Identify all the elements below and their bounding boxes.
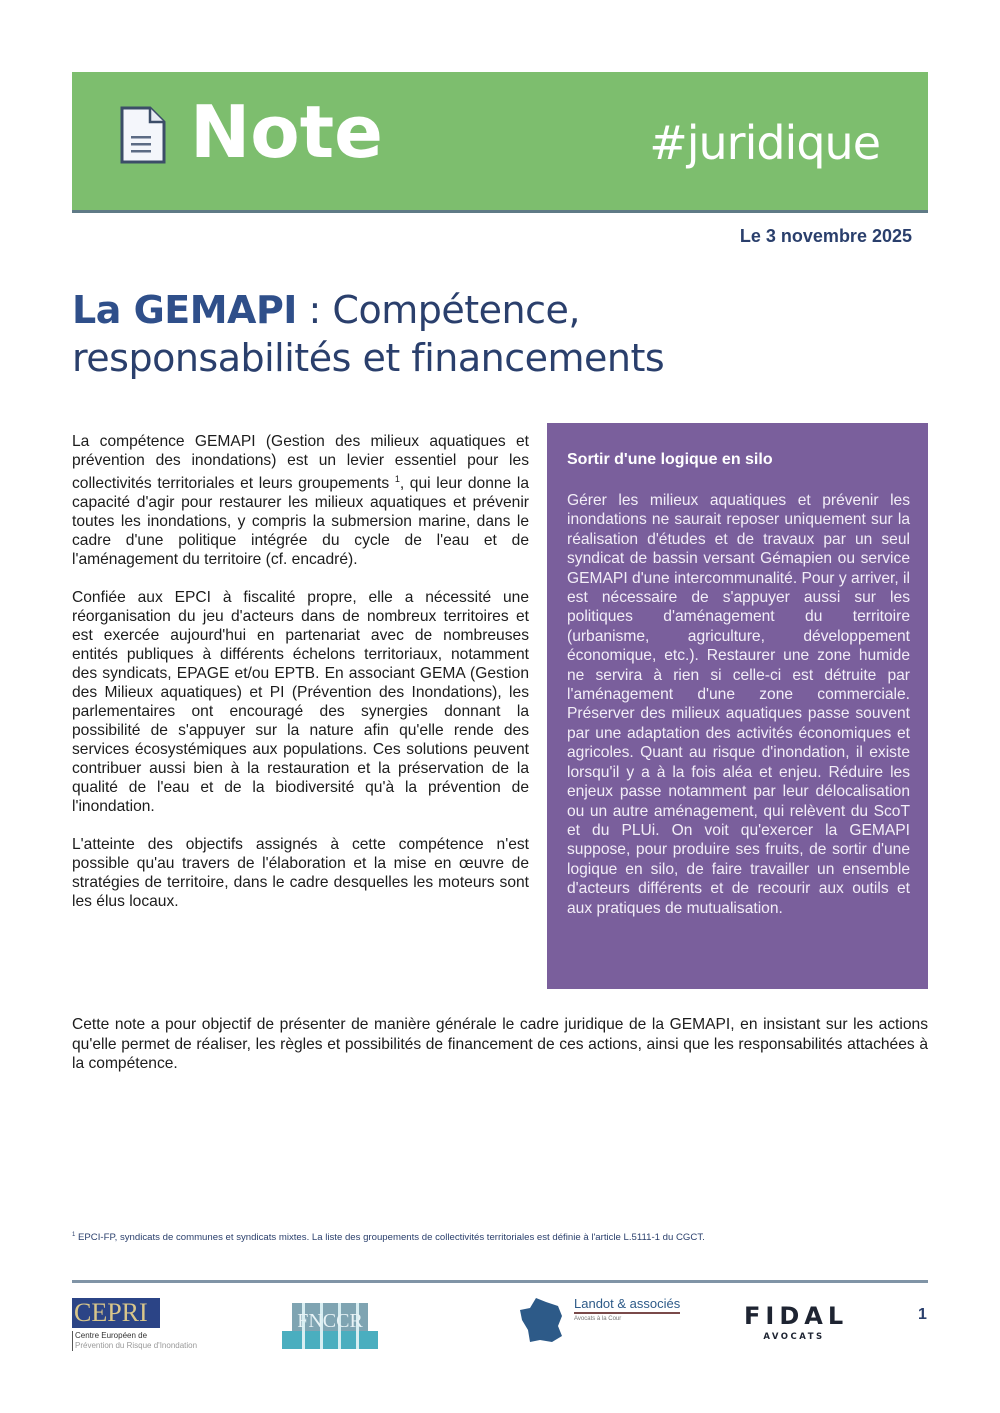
title-strong: La GEMAPI — [72, 288, 297, 332]
paragraph-objectives: L'atteinte des objectifs assignés à cette compétence n'est possible qu'au travers de l'élaboration et la mise en œuvre de stratégies de territoire, dans le cadre desquelles les moteurs sont les élus locaux. — [72, 836, 529, 911]
landot-logo — [518, 1296, 680, 1346]
document-icon — [120, 106, 166, 164]
document-date: Le 3 novembre 2025 — [739, 226, 912, 246]
cepri-logo — [72, 1298, 197, 1351]
header-banner — [72, 72, 928, 213]
fnccr-logo — [282, 1303, 378, 1349]
paragraph-intro-b: , qui leur donne la capacité d'agir pour restaurer les milieux aquatiques et prévenir toutes les inondations, y compris la submersion marine, dans le cadre d'une politique intégrée du cycle de l'eau et de l'aménagement du territoire (cf. encadré). — [72, 475, 529, 569]
footnote-number: 1 — [72, 1232, 76, 1238]
title-rest: : Compétence, responsabilités et financements — [72, 288, 665, 380]
footnote — [72, 1232, 932, 1243]
footer-divider — [72, 1280, 928, 1283]
fidal-logo — [744, 1302, 849, 1342]
sidebar-box-title: Sortir d'une logique en silo — [567, 451, 773, 468]
landot-wordmark: Landot & associés — [574, 1296, 680, 1314]
page-number: 1 — [918, 1306, 927, 1323]
summary-paragraph: Cette note a pour objectif de présenter de manière générale le cadre juridique de la GEMAPI, en insistant sur les actions qu'elle permet de réaliser, les règles et possibilités de financement de ces actions, ainsi que les responsabilités attachées à la compétence. — [72, 1016, 928, 1072]
france-map-icon — [518, 1296, 568, 1346]
cepri-wordmark: CEPRI — [72, 1298, 160, 1328]
sidebar-box-body: Gérer les milieux aquatiques et prévenir les inondations ne saurait reposer uniquement sur la réalisation d'études et de travaux par un seul syndicat de bassin versant Gémapien ou service GEMAPI d'une intercommunalité. Pour y arriver, il est nécessaire de s'appuyer aussi sur les politiques d'aménagement du territoire (urbanisme, agriculture, développement économique, etc.). Restaurer une zone humide ne servira à rien si celle-ci est détruite par l'aménagement d'une zone commerciale. Préserver des milieux aquatiques passe souvent par une adaptation des activités économiques et agricoles. Quant au risque d'inondation, il existe lorsqu'il y a à la fois aléa et enjeu. Réduire les enjeux passe notamment par leur délocalisation ou un autre aménagement, qui relèvent du ScoT et du PLUi. On voit qu'exercer la GEMAPI suppose, pour produire ses fruits, de sortir d'une logique en silo, de faire travailler un ensemble d'acteurs différents et de recourir aux outils et aux pratiques de mutualisation. — [567, 492, 910, 917]
sidebar-box — [547, 423, 928, 989]
landot-subtitle: Avocats à la Cour — [574, 1316, 622, 1322]
document-title — [72, 286, 832, 382]
banner-tag: #juridique — [649, 116, 880, 170]
cepri-line-2: Prévention du Risque d'Inondation — [75, 1341, 198, 1350]
paragraph-intro-a: La compétence GEMAPI (Gestion des milieux aquatiques et prévention des inondations) est un levier essentiel pour les collectivités territoriales et leurs groupements — [72, 433, 529, 493]
cepri-line-1: Centre Européen de — [75, 1331, 148, 1340]
banner-title: Note — [190, 90, 383, 174]
paragraph-intro — [72, 432, 529, 569]
left-column — [72, 432, 529, 930]
cepri-subtitle — [72, 1331, 197, 1351]
fnccr-wordmark: FNCCR — [297, 1310, 363, 1332]
paragraph-epci: Confiée aux EPCI à fiscalité propre, elle a nécessité une réorganisation du jeu d'acteurs dans de nombreux territoires et est exercée aujourd'hui en partenariat avec de nombreuses entités publiques à différents échelons territoriaux, notamment des syndicats, EPAGE et/ou EPTB. En associant GEMA (Gestion des Milieux aquatiques) et PI (Prévention des Inondations), les parlementaires ont encouragé des synergies donnant la possibilité de s'appuyer sur la nature afin qu'elle rende des services écosystémiques aux populations. Ces solutions peuvent contribuer aussi bien à la restauration et la préservation de la qualité de l'eau et de la biodiversité qu'à la prévention de l'inondation. — [72, 589, 529, 816]
footnote-ref[interactable]: 1 — [394, 474, 400, 484]
fidal-wordmark: FIDAL — [744, 1302, 849, 1330]
footnote-text: EPCI-FP, syndicats de communes et syndicats mixtes. La liste des groupements de collectivités territoriales est définie à l'article L.5111-1 du CGCT. — [75, 1232, 705, 1244]
fidal-subtitle: AVOCATS — [763, 1332, 825, 1342]
